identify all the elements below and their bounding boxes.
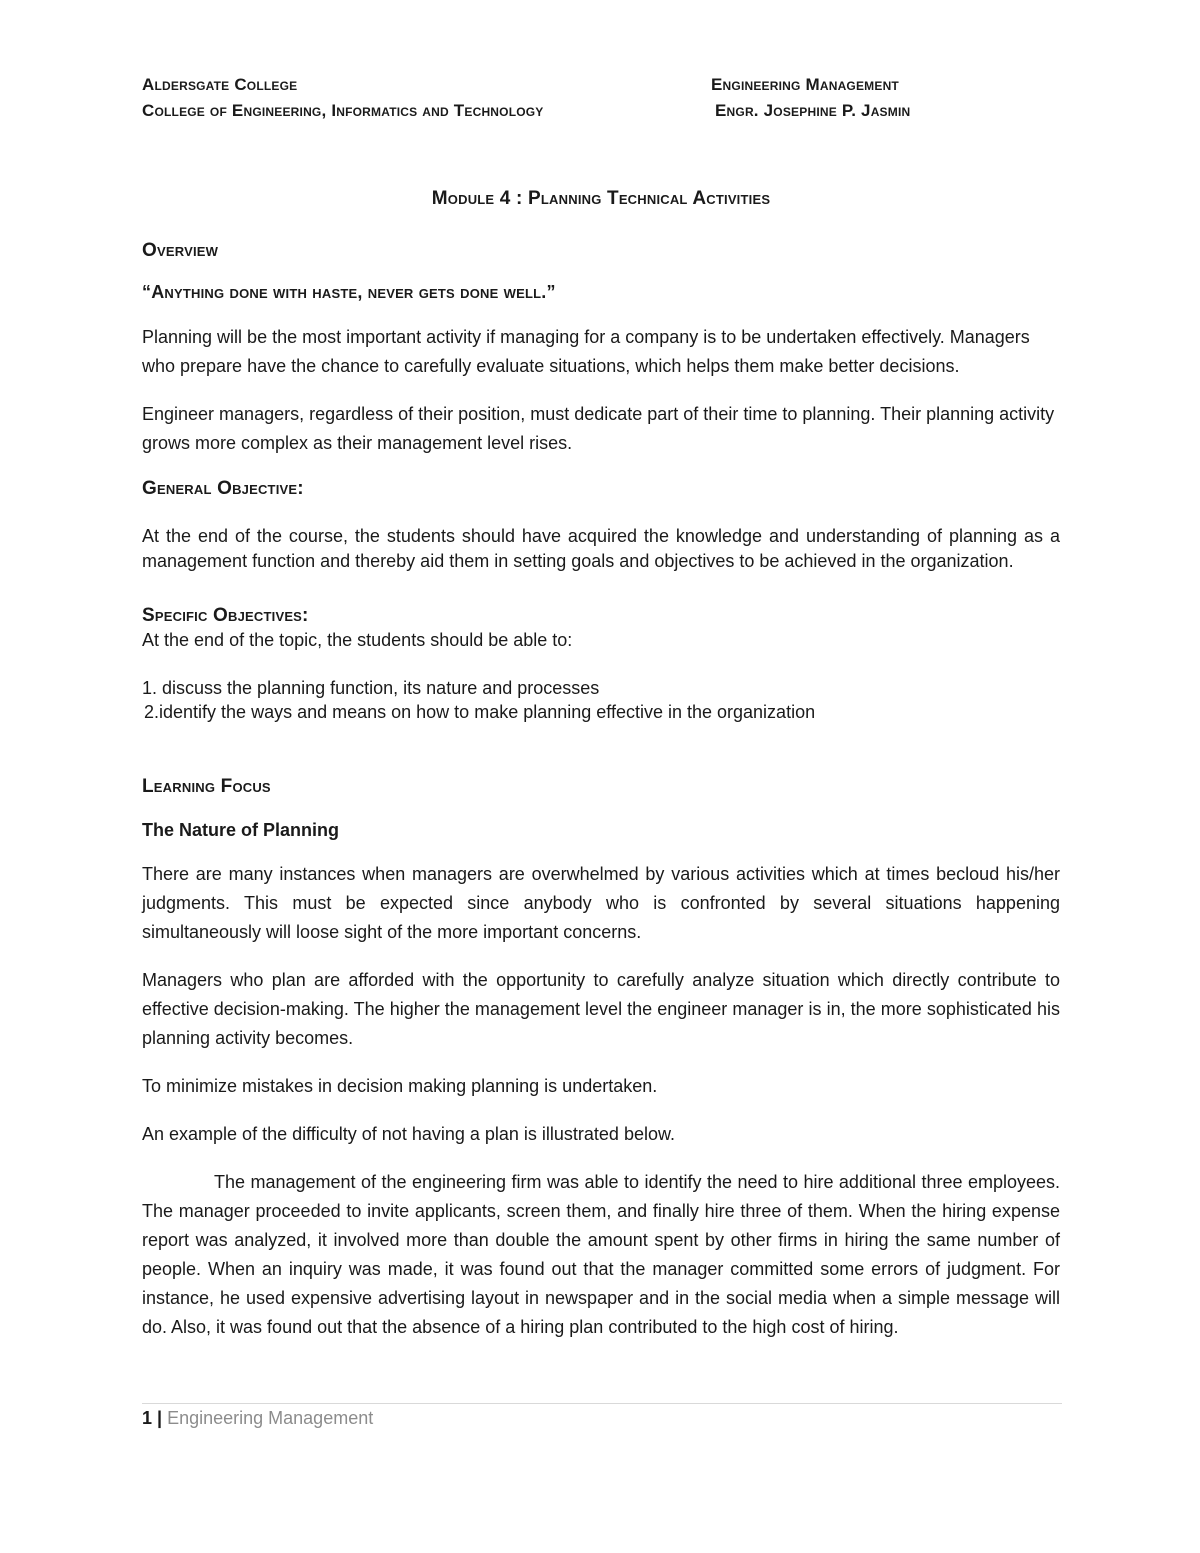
document-body <box>142 188 1060 1342</box>
module-title: Module 4 : Planning Technical Activities <box>431 188 771 209</box>
learning-paragraph: There are many instances when managers are overwhelmed by various activities which at times becloud his/her judgments. This must be expected since anybody who is confronted by several situations happening simultaneously will loose sight of the more important concerns. <box>142 864 1060 942</box>
course-name: Engineering Management <box>711 75 899 94</box>
nature-of-planning-heading: The Nature of Planning <box>142 820 340 840</box>
example-paragraph: The management of the engineering firm was able to identify the need to hire additional three employees. The manager proceeded to invite applicants, screen them, and finally hire three of them. When the hiring expense report was analyzed, it involved more than double the amount spent by other firms in hiring the same number of people. When an inquiry was made, it was found out that the manager committed some errors of judgment. For instance, he used expensive advertising layout in newspaper and in the social media when a simple message will do. Also, it was found out that the absence of a hiring plan contributed to the high cost of hiring. <box>142 1172 1060 1337</box>
specific-objectives-intro: At the end of the topic, the students should be able to: <box>142 630 573 650</box>
learning-paragraph: An example of the difficulty of not having a plan is illustrated below. <box>142 1124 675 1144</box>
learning-focus-heading: Learning Focus <box>142 776 271 797</box>
footer <box>142 1408 373 1429</box>
objective-item: 2.identify the ways and means on how to make planning effective in the organization <box>144 702 816 722</box>
learning-paragraph: Managers who plan are afforded with the opportunity to carefully analyze situation which directly contribute to effective decision-making. The higher the management level the engineer manager is in, the more sophisticated his planning activity becomes. <box>142 970 1060 1048</box>
specific-objectives-heading: Specific Objectives: <box>142 605 309 626</box>
institution-name: Aldersgate College <box>142 75 298 94</box>
page-number: 1 | <box>142 1408 163 1428</box>
general-objective-text: At the end of the course, the students should have acquired the knowledge and understanding of planning as a management function and thereby aid them in setting goals and objectives to be achieved in the organization. <box>142 526 1060 571</box>
general-objective-heading: General Objective: <box>142 478 304 499</box>
header-right <box>711 72 910 124</box>
header-left <box>142 72 544 124</box>
footer-divider <box>142 1403 1062 1404</box>
overview-heading: Overview <box>142 240 219 261</box>
overview-paragraph: Engineer managers, regardless of their position, must dedicate part of their time to planning. Their planning activity grows more complex as their management level rises. <box>142 404 1055 453</box>
overview-paragraph: Planning will be the most important activity if managing for a company is to be undertaken effectively. Managers who prepare have the chance to carefully evaluate situations, which helps them make better decisions. <box>142 327 1030 376</box>
overview-quote: “Anything done with haste, never gets done well.” <box>142 282 556 302</box>
footer-text: Engineering Management <box>167 1408 374 1428</box>
instructor-name: Engr. Josephine P. Jasmin <box>715 101 911 120</box>
objective-item: 1. discuss the planning function, its nature and processes <box>142 678 600 698</box>
college-name: College of Engineering, Informatics and Technology <box>142 101 544 120</box>
learning-paragraph: To minimize mistakes in decision making planning is undertaken. <box>142 1076 658 1096</box>
